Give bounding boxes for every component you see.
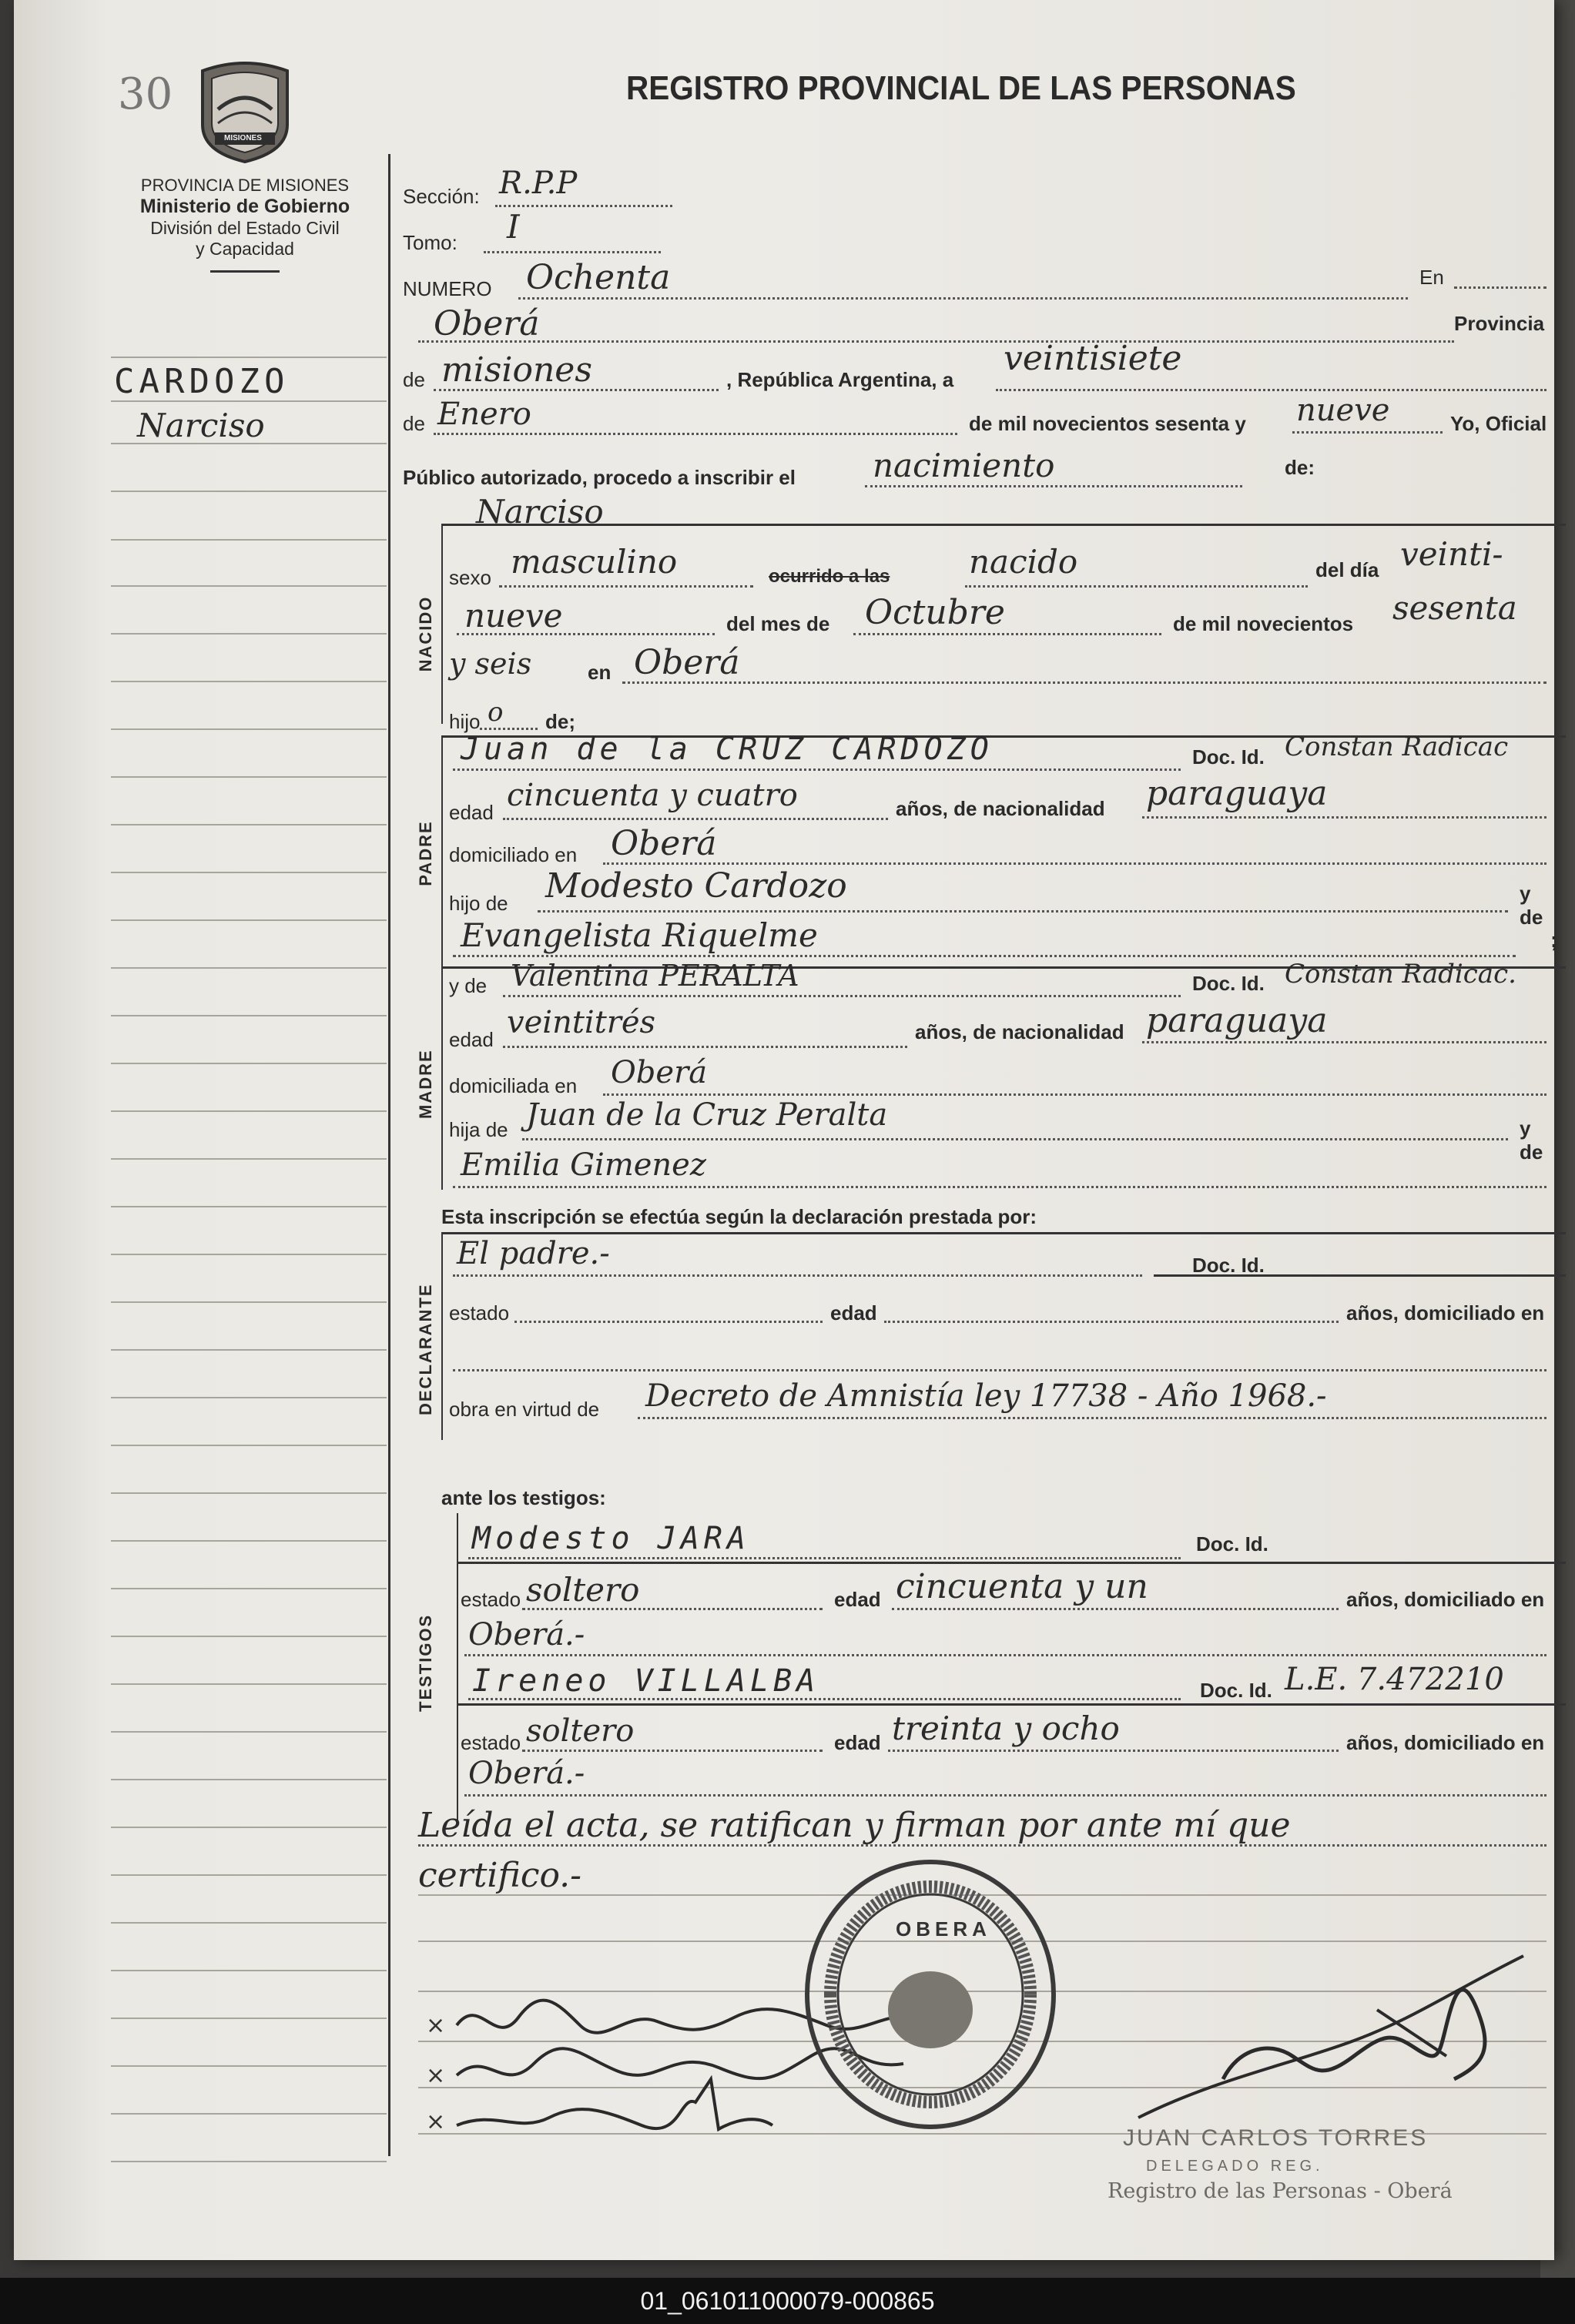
field-testigo2-edad: treinta y ocho — [892, 1710, 1120, 1747]
label-de-colon: de: — [1285, 456, 1315, 479]
section-declarante-label: DECLARANTE — [416, 1283, 435, 1415]
section-madre-label: MADRE — [416, 1049, 435, 1119]
label-testigo2-estado: estado — [461, 1731, 521, 1754]
officer-office: Registro de las Personas - Oberá — [1108, 2179, 1453, 2203]
field-anio-nac-2: y seis — [449, 647, 532, 681]
label-madre-hija-de: hija de — [449, 1118, 508, 1141]
label-de-mes: de — [403, 412, 425, 435]
field-testigo2-estado: soltero — [526, 1713, 635, 1749]
label-declarante-dom: años, domiciliado en — [1346, 1301, 1545, 1324]
register-page — [14, 0, 1558, 2260]
label-republica: , República Argentina, a — [726, 368, 954, 391]
officer-signature — [1123, 1925, 1554, 2141]
label-testigo1-dom: años, domiciliado en — [1346, 1588, 1545, 1611]
closing-line-1: Leída el acta, se ratifican y firman por ante mí que — [418, 1806, 1291, 1845]
testigos-bracket — [457, 1513, 458, 1821]
section-testigos-label: TESTIGOS — [416, 1613, 435, 1712]
label-madre-doc: Doc. Id. — [1192, 972, 1265, 995]
field-hora: nacido — [969, 543, 1078, 581]
label-en: En — [1419, 266, 1444, 289]
field-obra: Decreto de Amnistía ley 17738 - Año 1968.- — [645, 1378, 1327, 1414]
label-testigo2-dom: años, domiciliado en — [1346, 1731, 1545, 1754]
field-numero: Ochenta — [526, 258, 671, 297]
declarante-bracket — [441, 1232, 443, 1440]
label-del-mes: del mes de — [726, 612, 830, 635]
label-yo-oficial: Yo, Oficial — [1450, 412, 1547, 435]
page-title: REGISTRO PROVINCIAL DE LAS PERSONAS — [626, 69, 1296, 107]
label-padre-hijo-de: hijo de — [449, 892, 508, 915]
label-seccion: Sección: — [403, 185, 480, 208]
field-padre-nombre: Juan de la CRUZ CARDOZO — [461, 732, 994, 767]
file-id-footer — [0, 2278, 1575, 2324]
field-madre-dom: Oberá — [611, 1055, 708, 1090]
label-en-nac: en — [588, 661, 612, 684]
section-padre-label: PADRE — [416, 820, 435, 886]
label-esta-inscripcion: Esta inscripción se efectúa según la declaración prestada por: — [441, 1205, 1037, 1228]
officer-role: DELEGADO REG. — [1146, 2158, 1324, 2175]
field-padre-dom: Oberá — [611, 824, 717, 863]
field-testigo2-dom: Oberá.- — [468, 1756, 585, 1791]
stamp-center-text: OBERA — [896, 1917, 991, 1941]
field-madre-nombre: Valentina PERALTA — [511, 959, 799, 993]
label-padre-nac: años, de nacionalidad — [896, 797, 1105, 820]
label-testigo2-edad: edad — [834, 1731, 881, 1754]
provincial-seal-icon: MISIONES — [195, 55, 295, 163]
field-madre-edad: veintitrés — [507, 1005, 656, 1040]
label-semicolon: ; — [1550, 928, 1558, 952]
section-nacido-label: NACIDO — [416, 595, 435, 672]
label-madre-y-de-2: y de — [1520, 1117, 1543, 1164]
field-madre-doc: Constan Radicac. — [1285, 959, 1516, 990]
label-padre-y-de: y de — [1520, 882, 1543, 929]
field-mes: Enero — [437, 397, 531, 432]
closing-line-2: certifico.- — [418, 1856, 582, 1895]
margin-number: 30 — [118, 69, 173, 119]
label-padre-doc: Doc. Id. — [1192, 745, 1265, 769]
field-seccion: R.P.P — [499, 166, 578, 201]
field-hijo-num: o — [488, 697, 504, 728]
org-division: División del Estado Civil — [150, 218, 340, 238]
padre-bracket — [441, 735, 443, 966]
field-testigo2-doc: L.E. 7.472210 — [1285, 1662, 1504, 1697]
field-padre-nac: paraguaya — [1146, 774, 1328, 813]
label-padre-dom: domiciliado en — [449, 843, 578, 866]
field-mes-nac: Octubre — [865, 593, 1005, 632]
field-provincia: misiones — [441, 350, 592, 390]
field-testigo1-edad: cincuenta y un — [896, 1567, 1148, 1606]
svg-text:×: × — [426, 2062, 446, 2089]
field-padre-edad: cincuenta y cuatro — [507, 778, 798, 813]
field-anio-nac-1: sesenta — [1392, 589, 1517, 627]
label-sexo: sexo — [449, 566, 491, 589]
field-madre-padre: Juan de la Cruz Peralta — [526, 1097, 888, 1133]
main-column-line — [388, 154, 390, 2156]
label-tomo: Tomo: — [403, 231, 457, 254]
svg-text:×: × — [426, 2108, 446, 2135]
officer-name: JUAN CARLOS TORRES — [1123, 2125, 1429, 2151]
field-testigo1-estado: soltero — [526, 1571, 640, 1609]
org-ministry: Ministerio de Gobierno — [139, 196, 350, 217]
label-declarante-edad: edad — [830, 1301, 877, 1324]
field-testigo1-dom: Oberá.- — [468, 1617, 585, 1653]
field-padre-padre: Modesto Cardozo — [545, 866, 847, 906]
field-madre-madre: Emilia Gimenez — [461, 1147, 706, 1183]
label-madre-nac: años, de nacionalidad — [915, 1020, 1124, 1043]
field-anio: nueve — [1296, 393, 1390, 428]
org-province: PROVINCIA DE MISIONES — [140, 176, 350, 195]
label-declarante-doc: Doc. Id. — [1192, 1254, 1265, 1277]
label-madre-edad: edad — [449, 1028, 494, 1051]
label-numero: NUMERO — [403, 277, 492, 300]
field-dia-nac-2: nueve — [464, 597, 563, 635]
label-de-semi: de; — [545, 710, 575, 733]
field-acto: nacimiento — [873, 447, 1055, 484]
label-de-provincia: de — [403, 368, 425, 391]
field-lugar: Oberá — [434, 304, 540, 343]
field-sexo: masculino — [511, 543, 678, 581]
file-id-text: 01_061011000079-000865 — [640, 2287, 935, 2315]
label-madre-dom: domiciliada en — [449, 1074, 578, 1097]
label-hijo: hijo — [449, 710, 481, 733]
field-madre-nac: paraguaya — [1146, 1001, 1328, 1040]
label-ante-testigos: ante los testigos: — [441, 1486, 606, 1509]
label-testigo1-estado: estado — [461, 1588, 521, 1611]
label-declarante-estado: estado — [449, 1301, 510, 1324]
field-padre-madre: Evangelista Riquelme — [461, 916, 818, 954]
field-testigo1: Modesto JARA — [472, 1521, 750, 1556]
label-obra: obra en virtud de — [449, 1398, 600, 1421]
label-provincia: Provincia — [1454, 312, 1545, 335]
label-del-dia: del día — [1315, 558, 1379, 581]
field-dia-nac-1: veinti- — [1400, 535, 1503, 573]
label-mil-sesenta: de mil novecientos sesenta y — [969, 412, 1246, 435]
margin-given-name: Narciso — [137, 407, 265, 444]
field-testigo2: Ireneo VILLALBA — [472, 1663, 820, 1699]
label-padre-edad: edad — [449, 801, 494, 824]
margin-surname: CARDOZO — [114, 362, 290, 401]
label-ocurrido: ocurrido a las — [769, 566, 890, 587]
org-header — [99, 176, 391, 273]
label-testigo1-doc: Doc. Id. — [1196, 1532, 1268, 1555]
label-madre-y-de: y de — [449, 974, 488, 997]
label-testigo2-doc: Doc. Id. — [1200, 1679, 1272, 1702]
label-publico: Público autorizado, procedo a inscribir el — [403, 466, 796, 489]
field-nombre: Narciso — [476, 493, 604, 531]
label-mil-novecientos: de mil novecientos — [1173, 612, 1354, 635]
field-tomo: I — [507, 208, 520, 246]
madre-bracket — [441, 966, 443, 1190]
official-stamp — [799, 1856, 1061, 2133]
nacido-bracket — [441, 524, 443, 724]
svg-text:×: × — [426, 2012, 446, 2039]
label-testigo1-edad: edad — [834, 1588, 881, 1611]
field-padre-doc: Constan Radicac — [1285, 732, 1509, 762]
field-dia: veintisiete — [1004, 339, 1182, 378]
field-lugar-nac: Oberá — [634, 643, 740, 682]
org-capacity: y Capacidad — [196, 239, 294, 259]
field-declarante: El padre.- — [457, 1236, 610, 1271]
